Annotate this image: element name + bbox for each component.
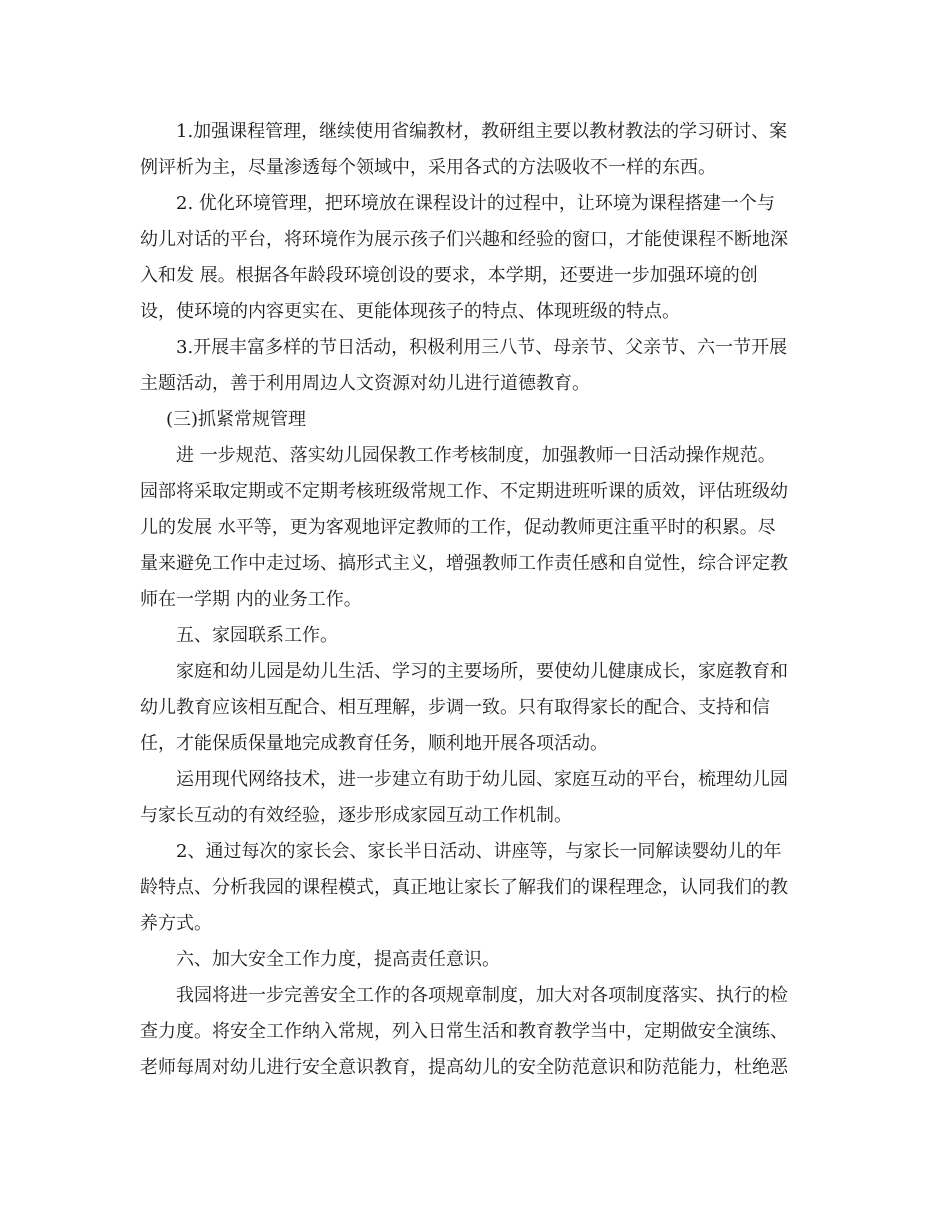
text-line: 老师每周对幼儿进行安全意识教育，提高幼儿的安全防范意识和防范能力，杜绝恶 [140, 1057, 788, 1078]
text-line: 幼儿对话的平台，将环境作为展示孩子们兴趣和经验的窗口，才能使课程不断地深 [140, 229, 788, 250]
text-line: 园部将采取定期或不定期考核班级常规工作、不定期进班听课的质效，评估班级幼 [140, 481, 788, 502]
text-line: 我园将进一步完善安全工作的各项规章制度，加大对各项制度落实、执行的检 [176, 985, 788, 1006]
text-line: 任，才能保质保量地完成教育任务，顺利地开展各项活动。 [140, 733, 608, 754]
text-line: 设，使环境的内容更实在、更能体现孩子的特点、体现班级的特点。 [140, 301, 680, 322]
text-line: 主题活动，善于利用周边人文资源对幼儿进行道德教育。 [140, 373, 590, 394]
text-line: 2. 优化环境管理，把环境放在课程设计的过程中，让环境为课程搭建一个与 [176, 193, 775, 214]
text-line: 幼儿教育应该相互配合、相互理解，步调一致。只有取得家长的配合、支持和信 [140, 697, 770, 718]
text-line: 六、加大安全工作力度，提高责任意识。 [176, 949, 500, 970]
paragraph [140, 330, 812, 402]
text-line: 家庭和幼儿园是幼儿生活、学习的主要场所，要使幼儿健康成长，家庭教育和 [176, 661, 788, 682]
paragraph [140, 114, 812, 186]
text-line: 2、通过每次的家长会、家长半日活动、讲座等，与家长一同解读婴幼儿的年 [176, 841, 782, 862]
text-line: 运用现代网络技术，进一步建立有助于幼儿园、家庭互动的平台，梳理幼儿园 [176, 769, 788, 790]
text-line: 入和发 展。根据各年龄段环境创设的要求，本学期，还要进一步加强环境的创 [140, 265, 758, 286]
text-line: 1.加强课程管理，继续使用省编教材，教研组主要以教材教法的学习研讨、案 [176, 121, 788, 142]
paragraph [140, 762, 812, 834]
paragraph [140, 834, 812, 942]
paragraph [140, 618, 812, 654]
text-line: 龄特点、分析我园的课程模式，真正地让家长了解我们的课程理念，认同我们的教 [140, 877, 788, 898]
section-heading [140, 402, 812, 438]
text-line: 查力度。将安全工作纳入常规，列入日常生活和教育教学当中，定期做安全演练、 [140, 1021, 788, 1042]
text-line: 师在一学期 内的业务工作。 [140, 589, 362, 610]
text-line: 进 一步规范、落实幼儿园保教工作考核制度，加强教师一日活动操作规范。 [176, 445, 776, 466]
paragraph [140, 978, 812, 1086]
text-line: 例评析为主，尽量渗透每个领域中，采用各式的方法吸收不一样的东西。 [140, 157, 716, 178]
text-line: 儿的发展 水平等，更为客观地评定教师的工作，促动教师更注重平时的积累。尽 [140, 517, 776, 538]
text-line: 3.开展丰富多样的节日活动，积极利用三八节、母亲节、父亲节、六一节开展 [176, 337, 788, 358]
text-line: 与家长互动的有效经验，逐步形成家园互动工作机制。 [140, 805, 572, 826]
text-line: (三)抓紧常规管理 [166, 409, 307, 430]
text-line: 养方式。 [140, 913, 212, 934]
paragraph [140, 654, 812, 762]
document-body [140, 114, 812, 1086]
paragraph [140, 186, 812, 330]
paragraph [140, 942, 812, 978]
text-line: 五、家园联系工作。 [176, 625, 338, 646]
paragraph [140, 438, 812, 618]
text-line: 量来避免工作中走过场、搞形式主义，增强教师工作责任感和自觉性，综合评定教 [140, 553, 788, 574]
